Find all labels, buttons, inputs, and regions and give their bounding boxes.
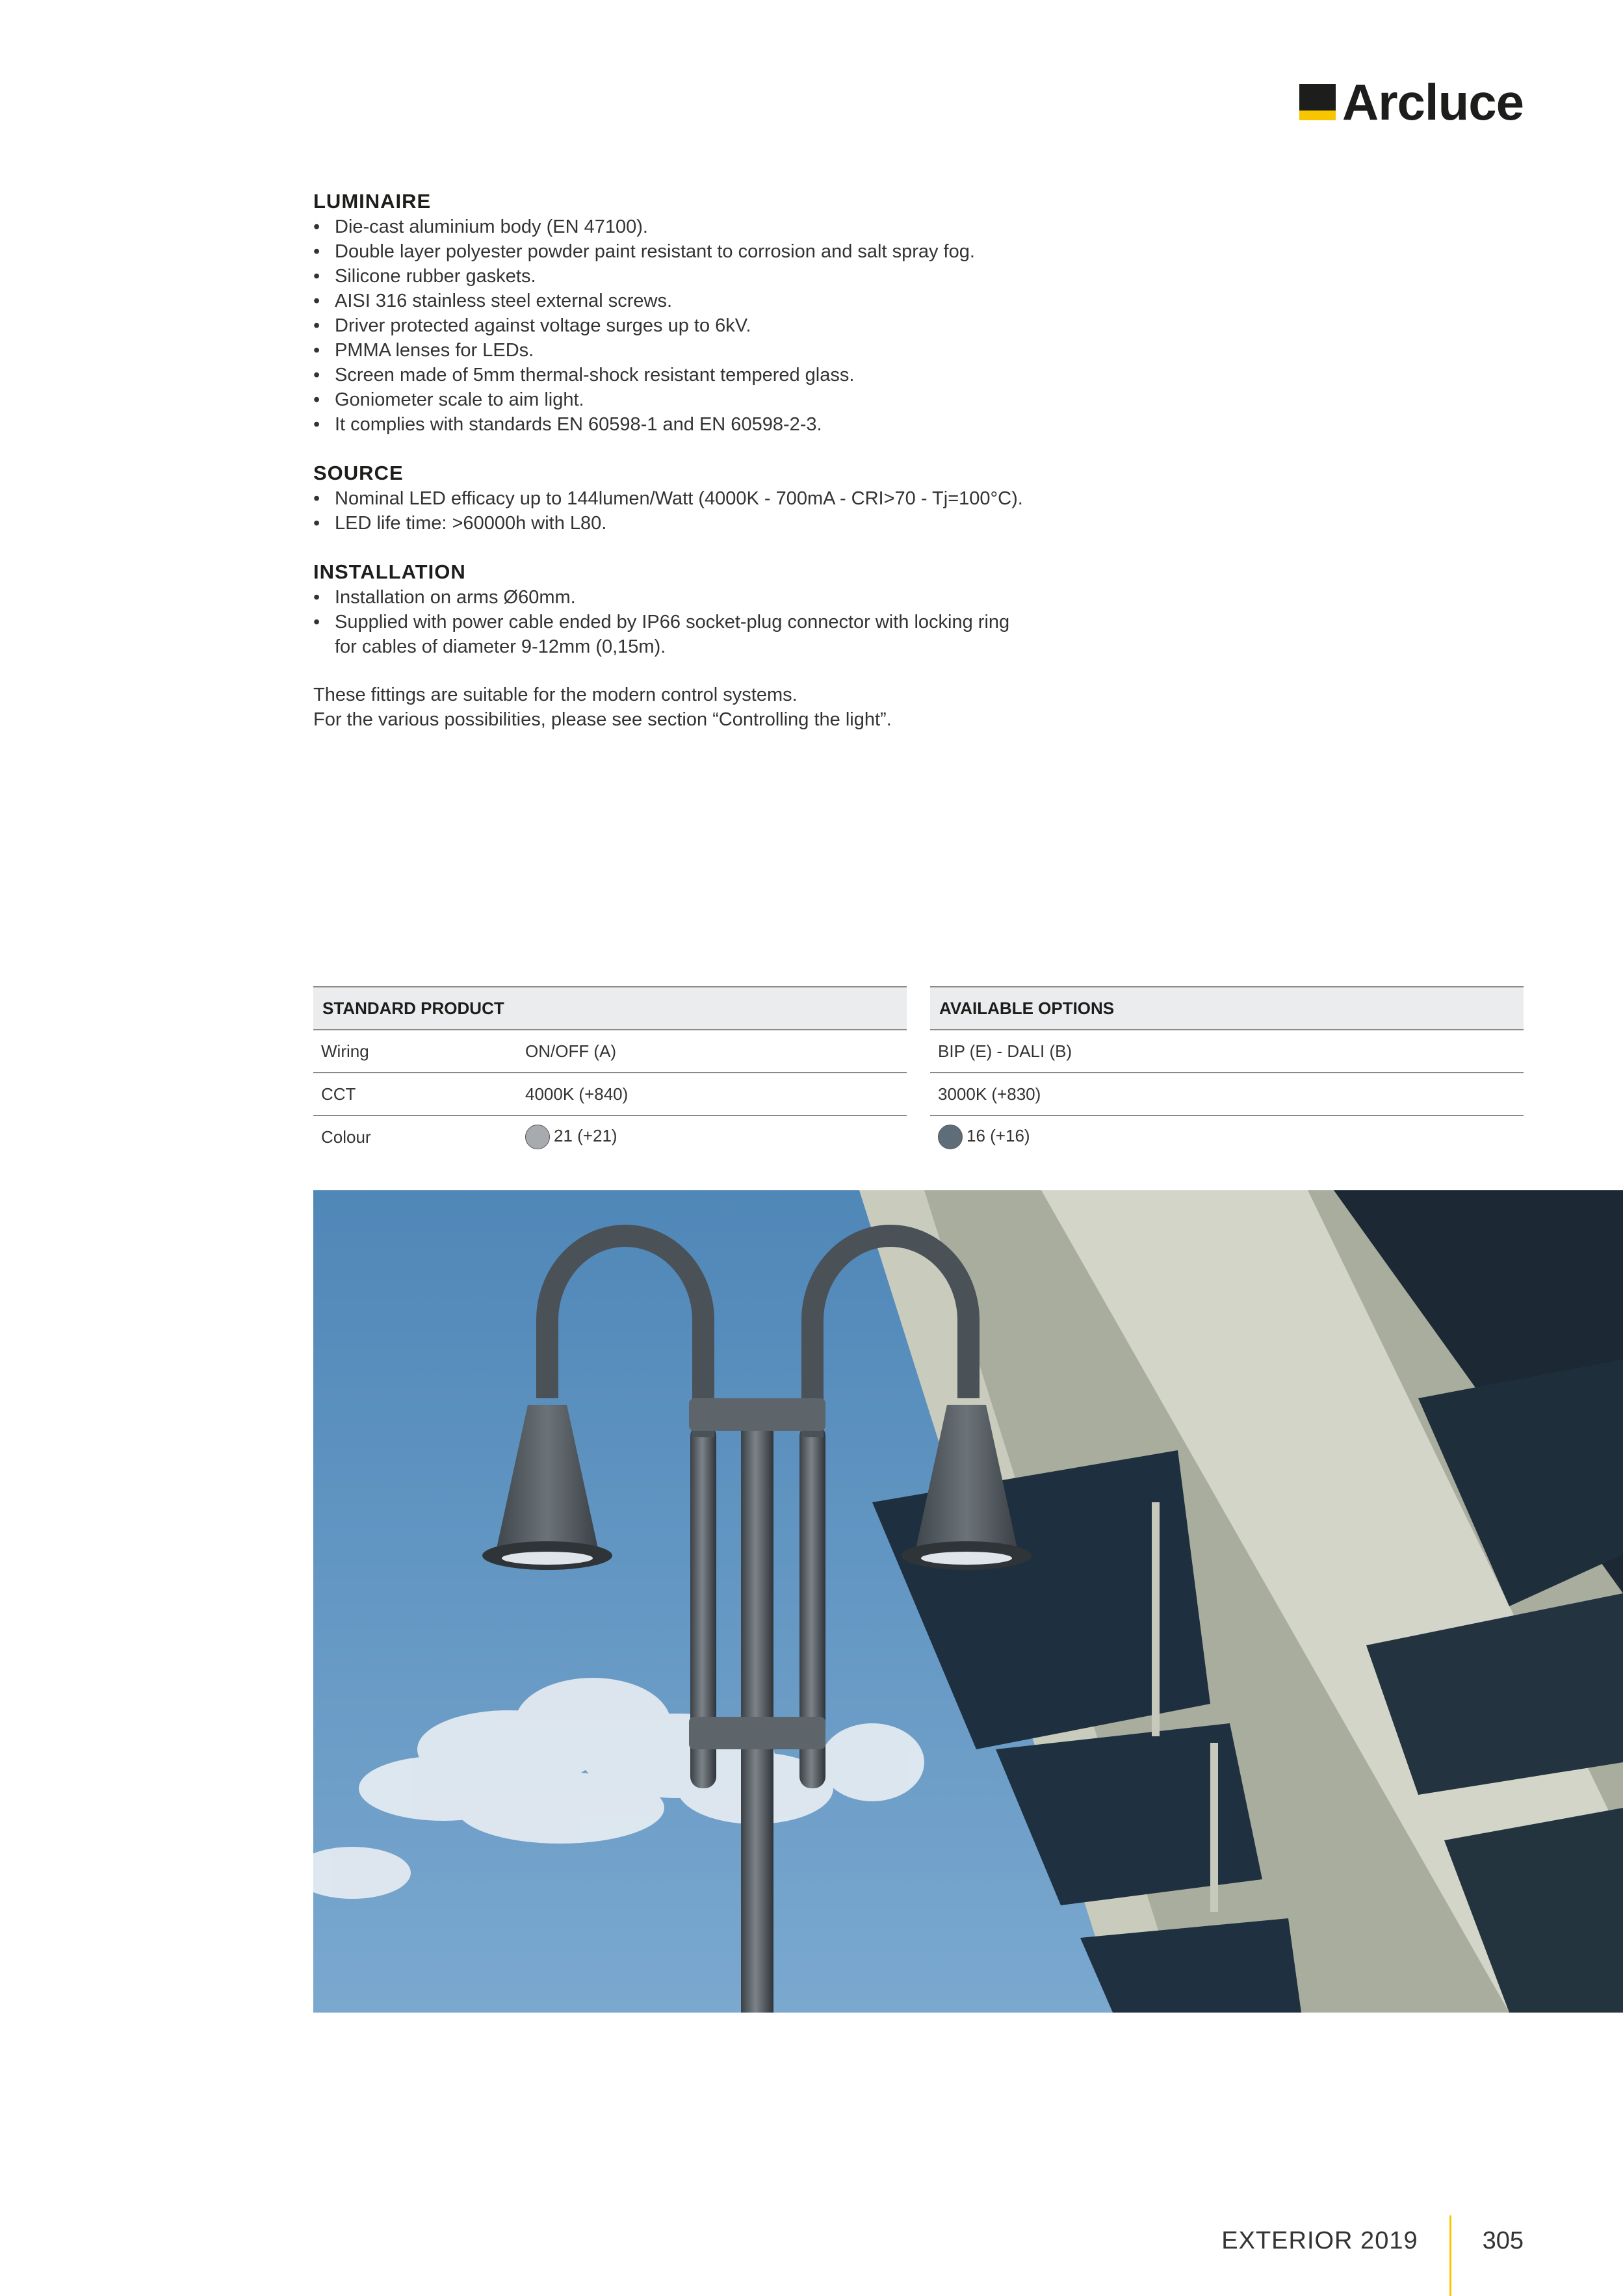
brand-logo: [1299, 73, 1524, 131]
row-label: Wiring: [313, 1030, 517, 1073]
table-row: [313, 1115, 907, 1158]
table-row: [313, 1073, 907, 1115]
list-item: • It complies with standards EN 60598-1 and EN 60598-2-3.: [313, 412, 1028, 437]
row-label: CCT: [313, 1073, 517, 1115]
spec-text: [313, 189, 1028, 732]
note-line: These fittings are suitable for the modern control systems.: [313, 685, 798, 705]
product-photo: [313, 1190, 1623, 2013]
colour-value: 16 (+16): [967, 1125, 1030, 1145]
list-item: • Nominal LED efficacy up to 144lumen/Watt (4000K - 700mA - CRI>70 - Tj=100°C).: [313, 486, 1028, 511]
row-value: BIP (E) - DALI (B): [930, 1030, 1524, 1073]
source-list: [313, 486, 1028, 536]
table-row: [313, 1030, 907, 1073]
logo-mark-icon: [1299, 84, 1336, 120]
list-item: • Double layer polyester powder paint resistant to corrosion and salt spray fog.: [313, 239, 1028, 264]
brand-name: Arcluce: [1342, 73, 1524, 131]
row-value: 3000K (+830): [930, 1073, 1524, 1115]
colour-21-swatch-icon: [525, 1125, 550, 1149]
table-row: [930, 1115, 1524, 1158]
list-item: • Installation on arms Ø60mm.: [313, 585, 1028, 610]
table-row: [930, 1073, 1524, 1115]
colour-16-swatch-icon: [938, 1125, 963, 1149]
page-footer: [1221, 2215, 1524, 2296]
list-item: • AISI 316 stainless steel external screws.: [313, 289, 1028, 313]
colour-value: 21 (+21): [554, 1125, 617, 1145]
catalogue-name: EXTERIOR 2019: [1221, 2227, 1418, 2254]
row-value: 4000K (+840): [517, 1073, 907, 1115]
available-options-table: [930, 986, 1524, 1158]
list-item: • Supplied with power cable ended by IP66 socket-plug connector with locking ring for cables of diameter 9-12mm (0,15m).: [313, 610, 1028, 659]
page-number: 305: [1482, 2227, 1524, 2254]
footer-divider: [1449, 2215, 1451, 2296]
list-item: • Silicone rubber gaskets.: [313, 264, 1028, 289]
list-item: • Die-cast aluminium body (EN 47100).: [313, 215, 1028, 239]
luminaire-list: [313, 215, 1028, 437]
table-row: [930, 1030, 1524, 1073]
row-value: [930, 1115, 1524, 1158]
list-item: • LED life time: >60000h with L80.: [313, 511, 1028, 536]
list-item: • Goniometer scale to aim light.: [313, 387, 1028, 412]
available-options-header: AVAILABLE OPTIONS: [930, 987, 1524, 1030]
source-title: SOURCE: [313, 462, 404, 484]
row-value: ON/OFF (A): [517, 1030, 907, 1073]
list-item: • Screen made of 5mm thermal-shock resistant tempered glass.: [313, 363, 1028, 387]
list-item: • Driver protected against voltage surges up to 6kV.: [313, 313, 1028, 338]
installation-list: [313, 585, 1028, 659]
standard-product-header: STANDARD PRODUCT: [313, 987, 907, 1030]
list-item: • PMMA lenses for LEDs.: [313, 338, 1028, 363]
note-line: For the various possibilities, please see section “Controlling the light”.: [313, 709, 892, 730]
installation-title: INSTALLATION: [313, 560, 466, 583]
luminaire-title: LUMINAIRE: [313, 190, 432, 213]
control-note: [313, 683, 1028, 732]
row-value: [517, 1115, 907, 1158]
standard-product-table: [313, 986, 907, 1158]
row-label: Colour: [321, 1127, 371, 1147]
